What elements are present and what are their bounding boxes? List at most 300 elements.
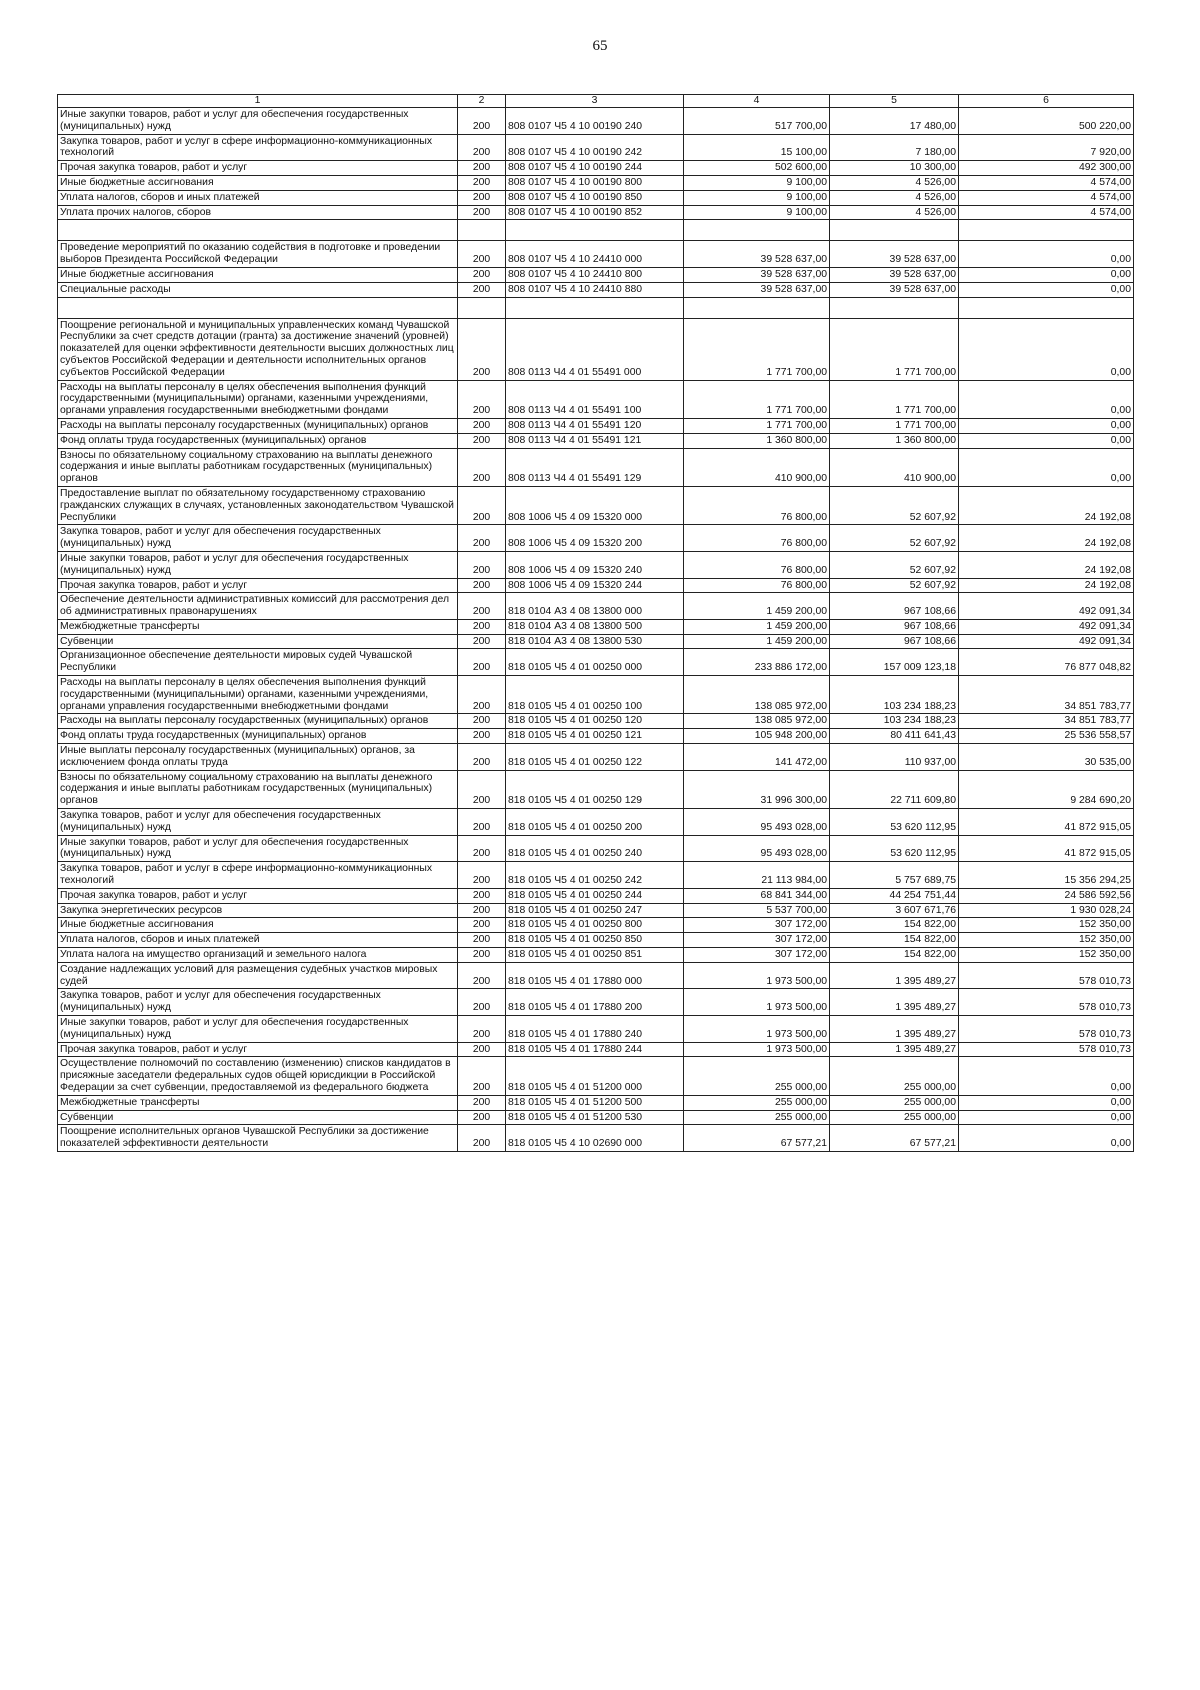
row-assigned-cell: 39 528 637,00 — [684, 267, 830, 282]
row-code-cell: 818 0105 Ч5 4 01 00250 244 — [506, 888, 684, 903]
row-remainder-cell: 0,00 — [959, 1057, 1134, 1095]
row-grbs-cell: 200 — [458, 948, 506, 963]
table-row — [58, 578, 1134, 593]
column-header-4: 4 — [684, 95, 830, 108]
row-remainder-cell: 4 574,00 — [959, 190, 1134, 205]
table-row — [58, 318, 1134, 380]
row-executed-cell: 110 937,00 — [830, 744, 959, 771]
row-name-cell: Уплата налогов, сборов и иных платежей — [58, 933, 458, 948]
row-assigned-cell: 39 528 637,00 — [684, 241, 830, 268]
row-executed-cell: 52 607,92 — [830, 551, 959, 578]
row-code-cell: 818 0105 Ч5 4 01 17880 244 — [506, 1042, 684, 1057]
row-code-cell: 808 0113 Ч4 4 01 55491 100 — [506, 380, 684, 418]
row-grbs-cell: 200 — [458, 962, 506, 989]
table-header-row — [58, 95, 1134, 108]
table-row — [58, 433, 1134, 448]
row-assigned-cell: 76 800,00 — [684, 551, 830, 578]
row-executed-cell: 53 620 112,95 — [830, 835, 959, 862]
table-row — [58, 1042, 1134, 1057]
table-row — [58, 525, 1134, 552]
table-row — [58, 161, 1134, 176]
row-remainder-cell: 0,00 — [959, 448, 1134, 486]
row-assigned-cell: 76 800,00 — [684, 486, 830, 524]
row-assigned-cell: 1 973 500,00 — [684, 1016, 830, 1043]
row-assigned-cell: 1 973 500,00 — [684, 989, 830, 1016]
row-assigned-cell: 502 600,00 — [684, 161, 830, 176]
spacer-cell — [684, 220, 830, 241]
row-grbs-cell: 200 — [458, 205, 506, 220]
row-code-cell: 818 0105 Ч5 4 01 00250 850 — [506, 933, 684, 948]
row-grbs-cell: 200 — [458, 433, 506, 448]
row-remainder-cell: 492 300,00 — [959, 161, 1134, 176]
spacer-cell — [959, 220, 1134, 241]
row-grbs-cell: 200 — [458, 933, 506, 948]
row-name-cell: Закупка товаров, работ и услуг в сфере информационно-коммуникационных технологий — [58, 862, 458, 889]
row-assigned-cell: 15 100,00 — [684, 134, 830, 161]
row-name-cell: Закупка товаров, работ и услуг для обеспечения государственных (муниципальных) нужд — [58, 989, 458, 1016]
table-row — [58, 134, 1134, 161]
row-executed-cell: 154 822,00 — [830, 948, 959, 963]
row-assigned-cell: 410 900,00 — [684, 448, 830, 486]
row-code-cell: 808 1006 Ч5 4 09 15320 244 — [506, 578, 684, 593]
row-name-cell: Прочая закупка товаров, работ и услуг — [58, 578, 458, 593]
row-name-cell: Иные выплаты персоналу государственных (муниципальных) органов, за исключением фонда оплаты труда — [58, 744, 458, 771]
row-grbs-cell: 200 — [458, 835, 506, 862]
row-code-cell: 818 0105 Ч5 4 01 00250 000 — [506, 649, 684, 676]
row-grbs-cell: 200 — [458, 241, 506, 268]
row-executed-cell: 1 395 489,27 — [830, 989, 959, 1016]
row-name-cell: Поощрение исполнительных органов Чувашской Республики за достижение показателей эффективности деятельности — [58, 1125, 458, 1152]
row-name-cell: Взносы по обязательному социальному страхованию на выплаты денежного содержания и иные выплаты работникам государственных (муниципальных) органов — [58, 448, 458, 486]
row-remainder-cell: 34 851 783,77 — [959, 714, 1134, 729]
column-header-2: 2 — [458, 95, 506, 108]
row-name-cell: Поощрение региональной и муниципальных управленческих команд Чувашской Республики за счет средств дотации (гранта) за достижение значений (уровней) показателей для оценки эффективности деятельности высших должностных лиц субъектов Российской Федерации и деятельности исполнительных органов субъектов Российской Федерации — [58, 318, 458, 380]
row-remainder-cell: 15 356 294,25 — [959, 862, 1134, 889]
row-assigned-cell: 138 085 972,00 — [684, 714, 830, 729]
row-executed-cell: 4 526,00 — [830, 175, 959, 190]
row-grbs-cell: 200 — [458, 918, 506, 933]
row-assigned-cell: 95 493 028,00 — [684, 835, 830, 862]
row-remainder-cell: 24 192,08 — [959, 525, 1134, 552]
row-remainder-cell: 0,00 — [959, 318, 1134, 380]
row-assigned-cell: 1 771 700,00 — [684, 418, 830, 433]
row-executed-cell: 17 480,00 — [830, 108, 959, 135]
table-row — [58, 1125, 1134, 1152]
row-code-cell: 808 0113 Ч4 4 01 55491 120 — [506, 418, 684, 433]
table-row — [58, 676, 1134, 714]
row-name-cell: Межбюджетные трансферты — [58, 1095, 458, 1110]
row-grbs-cell: 200 — [458, 578, 506, 593]
row-code-cell: 818 0104 А3 4 08 13800 000 — [506, 593, 684, 620]
row-remainder-cell: 24 192,08 — [959, 486, 1134, 524]
row-grbs-cell: 200 — [458, 1042, 506, 1057]
row-code-cell: 808 0107 Ч5 4 10 00190 242 — [506, 134, 684, 161]
row-name-cell: Специальные расходы — [58, 282, 458, 297]
row-code-cell: 818 0105 Ч5 4 01 17880 000 — [506, 962, 684, 989]
row-code-cell: 808 0107 Ч5 4 10 00190 852 — [506, 205, 684, 220]
row-remainder-cell: 500 220,00 — [959, 108, 1134, 135]
row-remainder-cell: 0,00 — [959, 418, 1134, 433]
row-grbs-cell: 200 — [458, 1095, 506, 1110]
spacer-cell — [458, 297, 506, 318]
row-remainder-cell: 0,00 — [959, 1125, 1134, 1152]
row-assigned-cell: 9 100,00 — [684, 205, 830, 220]
row-name-cell: Иные закупки товаров, работ и услуг для обеспечения государственных (муниципальных) нужд — [58, 1016, 458, 1043]
row-assigned-cell: 307 172,00 — [684, 918, 830, 933]
spacer-cell — [684, 297, 830, 318]
row-code-cell: 808 0107 Ч5 4 10 24410 800 — [506, 267, 684, 282]
row-remainder-cell: 25 536 558,57 — [959, 729, 1134, 744]
row-grbs-cell: 200 — [458, 744, 506, 771]
table-row — [58, 175, 1134, 190]
row-assigned-cell: 21 113 984,00 — [684, 862, 830, 889]
row-executed-cell: 1 771 700,00 — [830, 318, 959, 380]
row-remainder-cell: 4 574,00 — [959, 205, 1134, 220]
row-executed-cell: 5 757 689,75 — [830, 862, 959, 889]
row-assigned-cell: 233 886 172,00 — [684, 649, 830, 676]
spacer-cell — [506, 297, 684, 318]
row-name-cell: Иные закупки товаров, работ и услуг для обеспечения государственных (муниципальных) нужд — [58, 108, 458, 135]
row-code-cell: 808 0113 Ч4 4 01 55491 000 — [506, 318, 684, 380]
row-name-cell: Закупка товаров, работ и услуг для обеспечения государственных (муниципальных) нужд — [58, 809, 458, 836]
row-executed-cell: 1 395 489,27 — [830, 1042, 959, 1057]
row-grbs-cell: 200 — [458, 989, 506, 1016]
budget-execution-table — [57, 94, 1134, 1152]
row-grbs-cell: 200 — [458, 448, 506, 486]
row-remainder-cell: 0,00 — [959, 433, 1134, 448]
row-executed-cell: 39 528 637,00 — [830, 267, 959, 282]
row-name-cell: Субвенции — [58, 1110, 458, 1125]
row-executed-cell: 154 822,00 — [830, 918, 959, 933]
table-row — [58, 729, 1134, 744]
row-code-cell: 818 0105 Ч5 4 01 00250 129 — [506, 770, 684, 808]
row-remainder-cell: 24 192,08 — [959, 578, 1134, 593]
table-row — [58, 205, 1134, 220]
row-grbs-cell: 200 — [458, 714, 506, 729]
row-remainder-cell: 34 851 783,77 — [959, 676, 1134, 714]
row-name-cell: Взносы по обязательному социальному страхованию на выплаты денежного содержания и иные выплаты работникам государственных (муниципальных) органов — [58, 770, 458, 808]
row-executed-cell: 39 528 637,00 — [830, 282, 959, 297]
table-row — [58, 241, 1134, 268]
row-remainder-cell: 492 091,34 — [959, 593, 1134, 620]
row-name-cell: Иные бюджетные ассигнования — [58, 175, 458, 190]
row-code-cell: 808 0107 Ч5 4 10 00190 244 — [506, 161, 684, 176]
row-grbs-cell: 200 — [458, 282, 506, 297]
table-row — [58, 888, 1134, 903]
table-row — [58, 933, 1134, 948]
row-code-cell: 808 0107 Ч5 4 10 00190 800 — [506, 175, 684, 190]
table-row — [58, 190, 1134, 205]
row-name-cell: Иные бюджетные ассигнования — [58, 267, 458, 282]
row-executed-cell: 1 395 489,27 — [830, 1016, 959, 1043]
row-code-cell: 808 0113 Ч4 4 01 55491 129 — [506, 448, 684, 486]
row-remainder-cell: 7 920,00 — [959, 134, 1134, 161]
row-remainder-cell: 9 284 690,20 — [959, 770, 1134, 808]
row-name-cell: Расходы на выплаты персоналу в целях обеспечения выполнения функций государственными (муниципальными) органами, казенными учреждениями, органами управления государственными внебюджетными фондами — [58, 676, 458, 714]
row-executed-cell: 255 000,00 — [830, 1095, 959, 1110]
row-assigned-cell: 1 459 200,00 — [684, 634, 830, 649]
row-grbs-cell: 200 — [458, 190, 506, 205]
row-executed-cell: 1 395 489,27 — [830, 962, 959, 989]
row-remainder-cell: 0,00 — [959, 267, 1134, 282]
row-grbs-cell: 200 — [458, 770, 506, 808]
row-code-cell: 808 0107 Ч5 4 10 00190 240 — [506, 108, 684, 135]
row-name-cell: Расходы на выплаты персоналу государственных (муниципальных) органов — [58, 714, 458, 729]
row-grbs-cell: 200 — [458, 649, 506, 676]
row-remainder-cell: 578 010,73 — [959, 989, 1134, 1016]
row-code-cell: 818 0105 Ч5 4 01 51200 500 — [506, 1095, 684, 1110]
row-code-cell: 818 0105 Ч5 4 01 00250 247 — [506, 903, 684, 918]
row-assigned-cell: 68 841 344,00 — [684, 888, 830, 903]
row-grbs-cell: 200 — [458, 809, 506, 836]
spacer-cell — [58, 220, 458, 241]
row-grbs-cell: 200 — [458, 903, 506, 918]
row-code-cell: 818 0105 Ч5 4 10 02690 000 — [506, 1125, 684, 1152]
spacer-cell — [506, 220, 684, 241]
row-executed-cell: 255 000,00 — [830, 1110, 959, 1125]
row-code-cell: 818 0105 Ч5 4 01 51200 000 — [506, 1057, 684, 1095]
row-assigned-cell: 307 172,00 — [684, 948, 830, 963]
table-row — [58, 903, 1134, 918]
row-executed-cell: 967 108,66 — [830, 619, 959, 634]
row-remainder-cell: 492 091,34 — [959, 634, 1134, 649]
row-code-cell: 808 1006 Ч5 4 09 15320 240 — [506, 551, 684, 578]
row-assigned-cell: 9 100,00 — [684, 190, 830, 205]
row-executed-cell: 103 234 188,23 — [830, 714, 959, 729]
row-assigned-cell: 307 172,00 — [684, 933, 830, 948]
row-code-cell: 818 0105 Ч5 4 01 17880 240 — [506, 1016, 684, 1043]
row-grbs-cell: 200 — [458, 888, 506, 903]
row-grbs-cell: 200 — [458, 676, 506, 714]
table-row — [58, 962, 1134, 989]
row-remainder-cell: 152 350,00 — [959, 948, 1134, 963]
table-row — [58, 267, 1134, 282]
row-executed-cell: 52 607,92 — [830, 578, 959, 593]
row-name-cell: Прочая закупка товаров, работ и услуг — [58, 161, 458, 176]
row-assigned-cell: 517 700,00 — [684, 108, 830, 135]
row-code-cell: 808 1006 Ч5 4 09 15320 000 — [506, 486, 684, 524]
row-remainder-cell: 578 010,73 — [959, 1042, 1134, 1057]
row-assigned-cell: 9 100,00 — [684, 175, 830, 190]
row-executed-cell: 255 000,00 — [830, 1057, 959, 1095]
row-remainder-cell: 4 574,00 — [959, 175, 1134, 190]
row-executed-cell: 967 108,66 — [830, 634, 959, 649]
table-row — [58, 809, 1134, 836]
row-grbs-cell: 200 — [458, 267, 506, 282]
row-grbs-cell: 200 — [458, 729, 506, 744]
row-grbs-cell: 200 — [458, 161, 506, 176]
row-name-cell: Фонд оплаты труда государственных (муниципальных) органов — [58, 433, 458, 448]
spacer-row — [58, 220, 1134, 241]
row-remainder-cell: 24 586 592,56 — [959, 888, 1134, 903]
row-code-cell: 818 0105 Ч5 4 01 00250 120 — [506, 714, 684, 729]
table-row — [58, 619, 1134, 634]
row-executed-cell: 154 822,00 — [830, 933, 959, 948]
row-grbs-cell: 200 — [458, 1016, 506, 1043]
row-name-cell: Предоставление выплат по обязательному государственному страхованию гражданских служащих в случаях, установленных законодательством Чувашской Республики — [58, 486, 458, 524]
row-remainder-cell: 1 930 028,24 — [959, 903, 1134, 918]
row-code-cell: 818 0105 Ч5 4 01 17880 200 — [506, 989, 684, 1016]
row-grbs-cell: 200 — [458, 318, 506, 380]
row-code-cell: 818 0105 Ч5 4 01 00250 851 — [506, 948, 684, 963]
row-grbs-cell: 200 — [458, 1110, 506, 1125]
row-assigned-cell: 39 528 637,00 — [684, 282, 830, 297]
row-executed-cell: 44 254 751,44 — [830, 888, 959, 903]
row-grbs-cell: 200 — [458, 634, 506, 649]
table-row — [58, 989, 1134, 1016]
row-name-cell: Организационное обеспечение деятельности мировых судей Чувашской Республики — [58, 649, 458, 676]
column-header-5: 5 — [830, 95, 959, 108]
spacer-row — [58, 297, 1134, 318]
spacer-cell — [830, 297, 959, 318]
row-assigned-cell: 1 973 500,00 — [684, 1042, 830, 1057]
row-grbs-cell: 200 — [458, 1125, 506, 1152]
row-executed-cell: 53 620 112,95 — [830, 809, 959, 836]
row-executed-cell: 157 009 123,18 — [830, 649, 959, 676]
row-grbs-cell: 200 — [458, 108, 506, 135]
row-name-cell: Осуществление полномочий по составлению (изменению) списков кандидатов в присяжные заседатели федеральных судов общей юрисдикции в Российской Федерации за счет субвенции, предоставляемой из федерального бюджета — [58, 1057, 458, 1095]
row-remainder-cell: 152 350,00 — [959, 918, 1134, 933]
row-code-cell: 818 0105 Ч5 4 01 00250 121 — [506, 729, 684, 744]
spacer-cell — [458, 220, 506, 241]
row-assigned-cell: 138 085 972,00 — [684, 676, 830, 714]
row-name-cell: Фонд оплаты труда государственных (муниципальных) органов — [58, 729, 458, 744]
table-row — [58, 448, 1134, 486]
row-name-cell: Иные закупки товаров, работ и услуг для обеспечения государственных (муниципальных) нужд — [58, 835, 458, 862]
row-name-cell: Уплата налога на имущество организаций и земельного налога — [58, 948, 458, 963]
row-remainder-cell: 0,00 — [959, 1095, 1134, 1110]
row-remainder-cell: 0,00 — [959, 380, 1134, 418]
column-header-3: 3 — [506, 95, 684, 108]
row-code-cell: 818 0105 Ч5 4 01 51200 530 — [506, 1110, 684, 1125]
row-code-cell: 818 0104 А3 4 08 13800 530 — [506, 634, 684, 649]
row-name-cell: Создание надлежащих условий для размещения судебных участков мировых судей — [58, 962, 458, 989]
row-remainder-cell: 152 350,00 — [959, 933, 1134, 948]
row-remainder-cell: 492 091,34 — [959, 619, 1134, 634]
row-assigned-cell: 67 577,21 — [684, 1125, 830, 1152]
table-row — [58, 948, 1134, 963]
row-name-cell: Закупка товаров, работ и услуг для обеспечения государственных (муниципальных) нужд — [58, 525, 458, 552]
row-executed-cell: 1 771 700,00 — [830, 380, 959, 418]
row-assigned-cell: 1 459 200,00 — [684, 593, 830, 620]
table-row — [58, 108, 1134, 135]
row-assigned-cell: 1 360 800,00 — [684, 433, 830, 448]
row-assigned-cell: 1 973 500,00 — [684, 962, 830, 989]
row-name-cell: Иные бюджетные ассигнования — [58, 918, 458, 933]
row-code-cell: 818 0105 Ч5 4 01 00250 242 — [506, 862, 684, 889]
spacer-cell — [959, 297, 1134, 318]
row-code-cell: 818 0105 Ч5 4 01 00250 100 — [506, 676, 684, 714]
row-remainder-cell: 24 192,08 — [959, 551, 1134, 578]
column-header-1: 1 — [58, 95, 458, 108]
row-grbs-cell: 200 — [458, 551, 506, 578]
row-executed-cell: 7 180,00 — [830, 134, 959, 161]
table-row — [58, 282, 1134, 297]
row-assigned-cell: 1 771 700,00 — [684, 318, 830, 380]
row-executed-cell: 52 607,92 — [830, 486, 959, 524]
table-row — [58, 918, 1134, 933]
row-executed-cell: 1 360 800,00 — [830, 433, 959, 448]
row-grbs-cell: 200 — [458, 380, 506, 418]
table-row — [58, 1095, 1134, 1110]
row-executed-cell: 22 711 609,80 — [830, 770, 959, 808]
row-executed-cell: 67 577,21 — [830, 1125, 959, 1152]
table-row — [58, 1057, 1134, 1095]
row-grbs-cell: 200 — [458, 862, 506, 889]
row-name-cell: Расходы на выплаты персоналу государственных (муниципальных) органов — [58, 418, 458, 433]
table-row — [58, 593, 1134, 620]
row-code-cell: 808 0113 Ч4 4 01 55491 121 — [506, 433, 684, 448]
row-remainder-cell: 0,00 — [959, 282, 1134, 297]
row-executed-cell: 1 771 700,00 — [830, 418, 959, 433]
row-executed-cell: 10 300,00 — [830, 161, 959, 176]
row-executed-cell: 4 526,00 — [830, 190, 959, 205]
row-remainder-cell: 41 872 915,05 — [959, 835, 1134, 862]
row-assigned-cell: 76 800,00 — [684, 525, 830, 552]
row-name-cell: Уплата налогов, сборов и иных платежей — [58, 190, 458, 205]
column-header-6: 6 — [959, 95, 1134, 108]
row-assigned-cell: 105 948 200,00 — [684, 729, 830, 744]
row-assigned-cell: 1 459 200,00 — [684, 619, 830, 634]
row-name-cell: Межбюджетные трансферты — [58, 619, 458, 634]
row-remainder-cell: 578 010,73 — [959, 962, 1134, 989]
row-assigned-cell: 31 996 300,00 — [684, 770, 830, 808]
row-grbs-cell: 200 — [458, 525, 506, 552]
table-row — [58, 486, 1134, 524]
row-name-cell: Обеспечение деятельности административных комиссий для рассмотрения дел об административных правонарушениях — [58, 593, 458, 620]
row-grbs-cell: 200 — [458, 175, 506, 190]
table-row — [58, 714, 1134, 729]
row-name-cell: Субвенции — [58, 634, 458, 649]
row-assigned-cell: 95 493 028,00 — [684, 809, 830, 836]
row-code-cell: 808 0107 Ч5 4 10 24410 880 — [506, 282, 684, 297]
table-row — [58, 1110, 1134, 1125]
row-assigned-cell: 255 000,00 — [684, 1095, 830, 1110]
table-row — [58, 862, 1134, 889]
row-name-cell: Проведение мероприятий по оказанию содействия в подготовке и проведении выборов Президента Российской Федерации — [58, 241, 458, 268]
row-grbs-cell: 200 — [458, 486, 506, 524]
table-row — [58, 1016, 1134, 1043]
table-row — [58, 835, 1134, 862]
row-remainder-cell: 0,00 — [959, 241, 1134, 268]
row-code-cell: 808 0107 Ч5 4 10 00190 850 — [506, 190, 684, 205]
table-row — [58, 770, 1134, 808]
row-executed-cell: 4 526,00 — [830, 205, 959, 220]
row-grbs-cell: 200 — [458, 134, 506, 161]
row-name-cell: Прочая закупка товаров, работ и услуг — [58, 888, 458, 903]
row-executed-cell: 39 528 637,00 — [830, 241, 959, 268]
row-code-cell: 818 0105 Ч5 4 01 00250 240 — [506, 835, 684, 862]
row-name-cell: Закупка товаров, работ и услуг в сфере информационно-коммуникационных технологий — [58, 134, 458, 161]
row-assigned-cell: 255 000,00 — [684, 1110, 830, 1125]
spacer-cell — [58, 297, 458, 318]
row-grbs-cell: 200 — [458, 1057, 506, 1095]
row-code-cell: 818 0105 Ч5 4 01 00250 200 — [506, 809, 684, 836]
row-executed-cell: 80 411 641,43 — [830, 729, 959, 744]
row-grbs-cell: 200 — [458, 418, 506, 433]
table-row — [58, 634, 1134, 649]
row-code-cell: 818 0105 Ч5 4 01 00250 122 — [506, 744, 684, 771]
row-remainder-cell: 30 535,00 — [959, 744, 1134, 771]
row-name-cell: Расходы на выплаты персоналу в целях обеспечения выполнения функций государственными (муниципальными) органами, казенными учреждениями, органами управления государственными внебюджетными фондами — [58, 380, 458, 418]
row-assigned-cell: 1 771 700,00 — [684, 380, 830, 418]
row-remainder-cell: 76 877 048,82 — [959, 649, 1134, 676]
row-assigned-cell: 141 472,00 — [684, 744, 830, 771]
row-code-cell: 808 1006 Ч5 4 09 15320 200 — [506, 525, 684, 552]
table-row — [58, 380, 1134, 418]
row-assigned-cell: 5 537 700,00 — [684, 903, 830, 918]
row-grbs-cell: 200 — [458, 593, 506, 620]
